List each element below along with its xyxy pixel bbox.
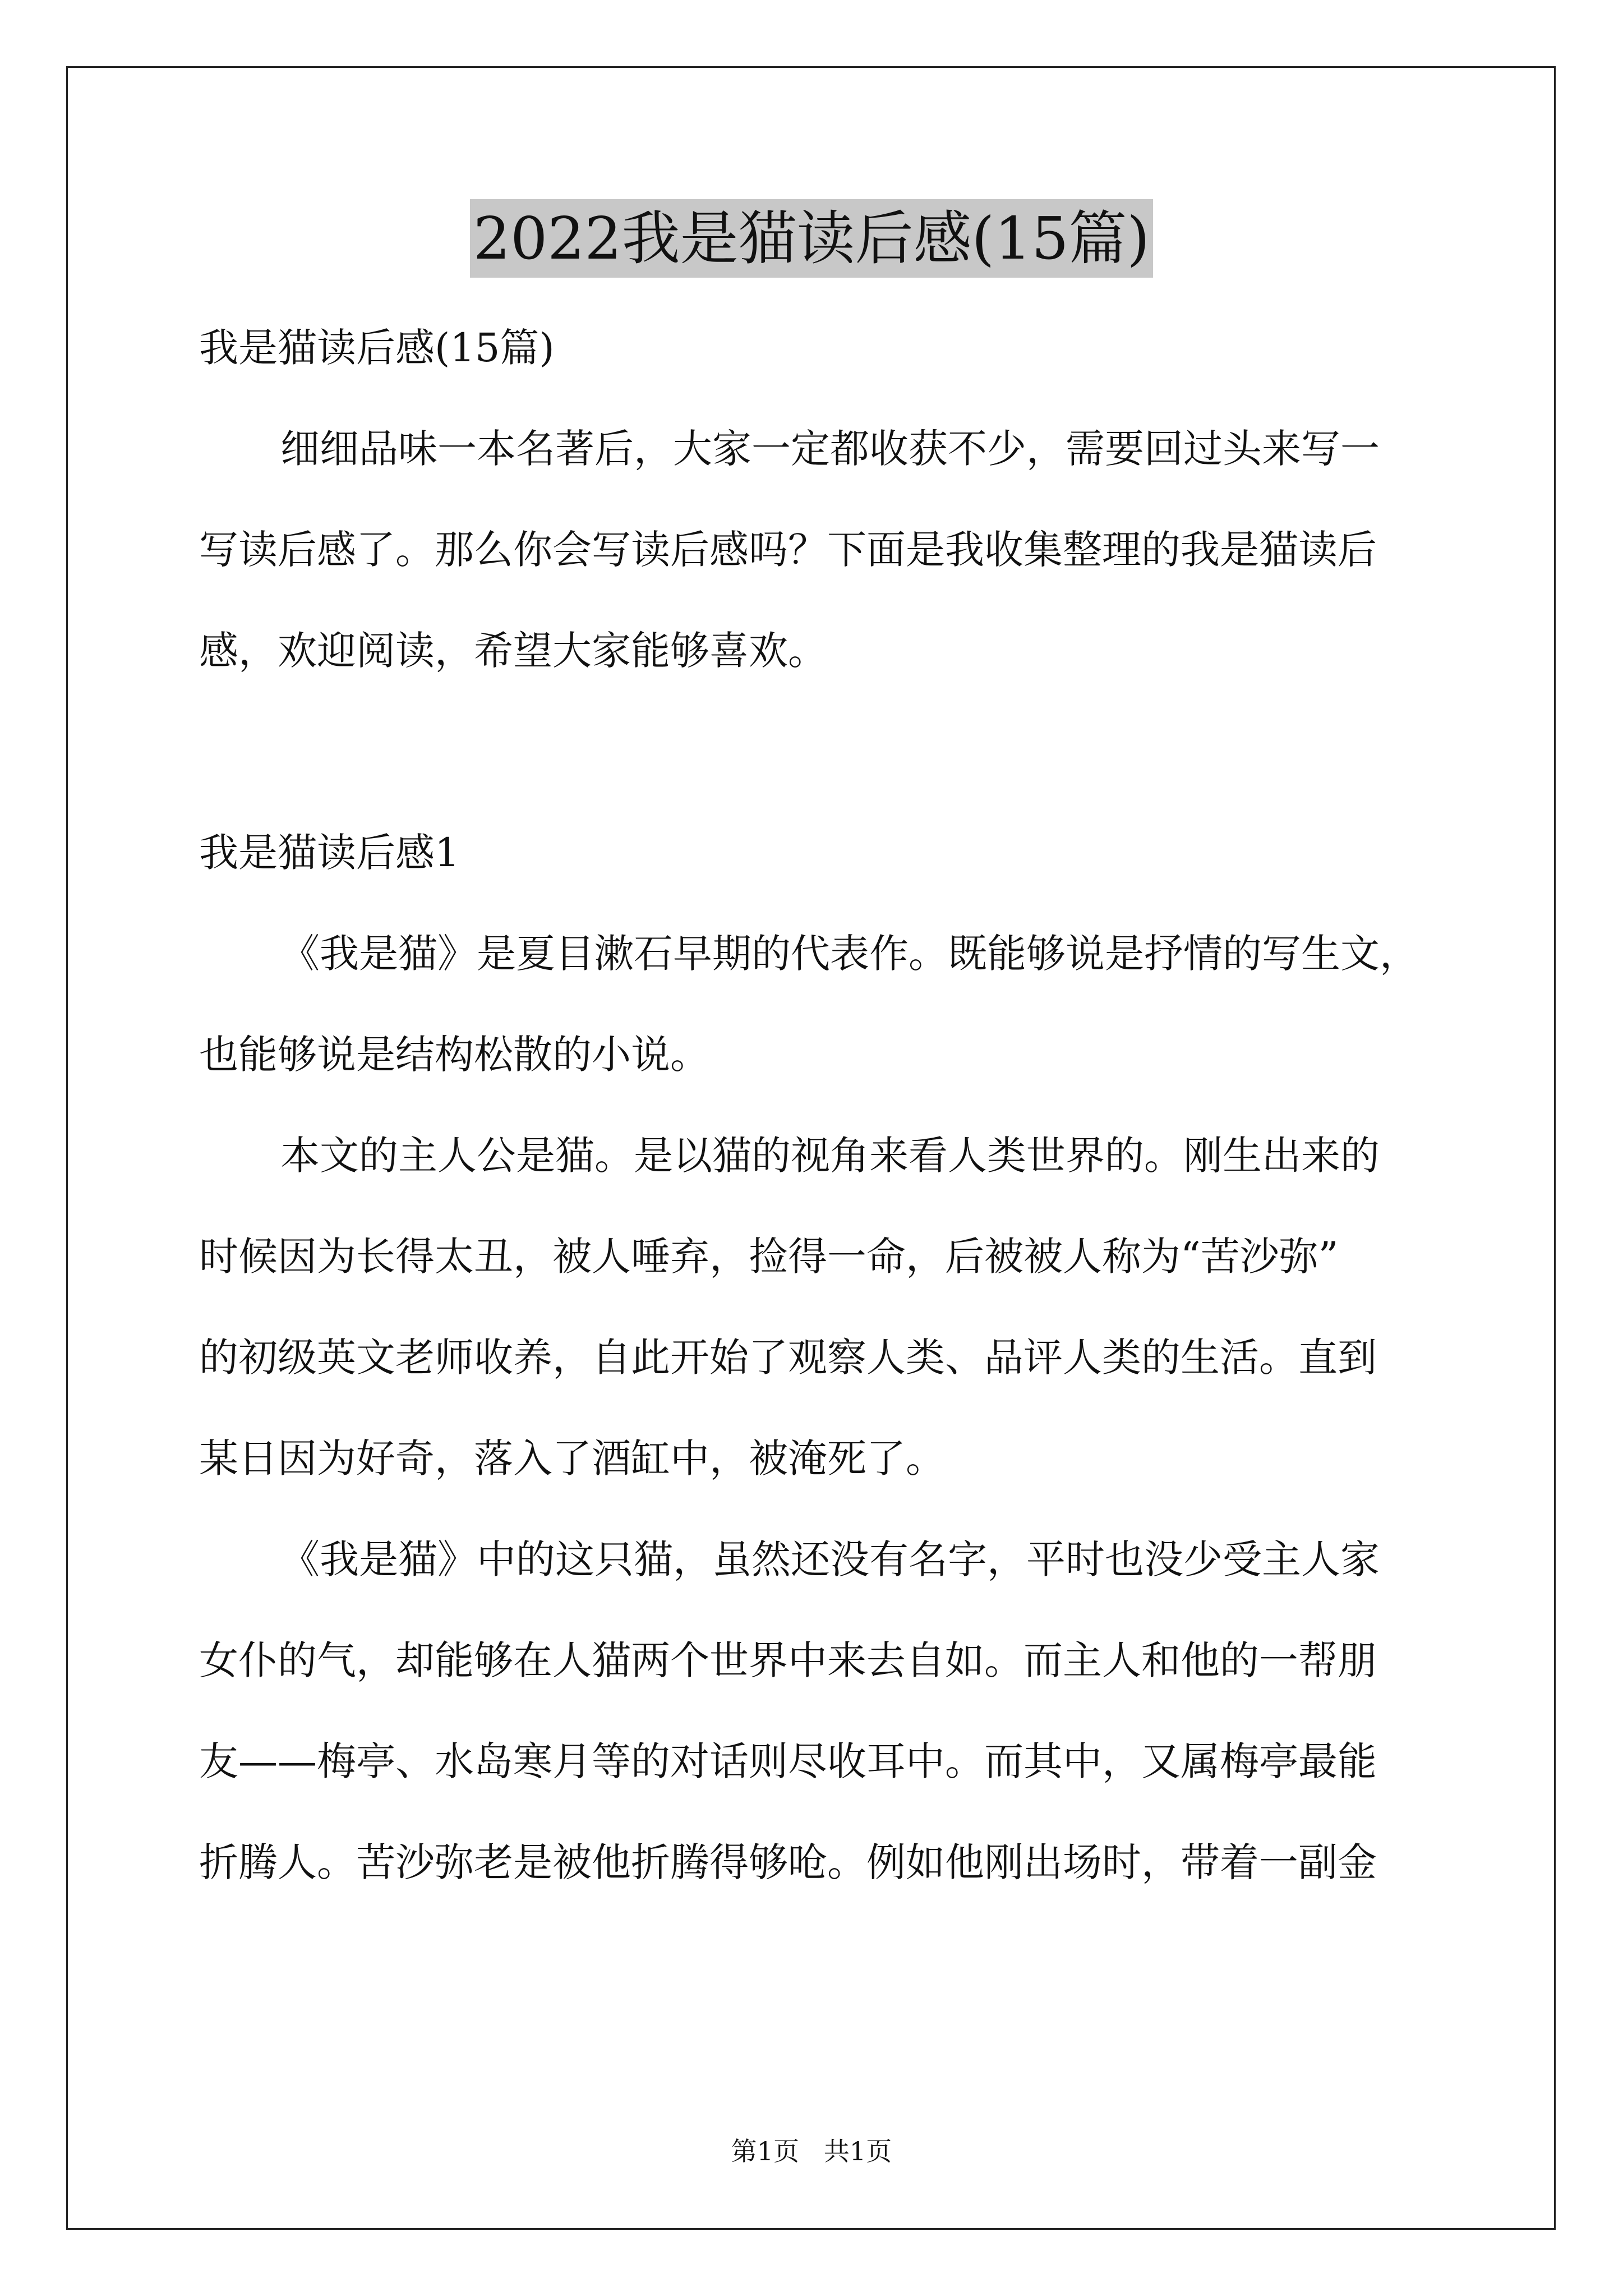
intro-line-2: 写读后感了。那么你会写读后感吗？下面是我收集整理的我是猫读后 [199, 527, 1377, 573]
page-footer: 第1页 共1页 [731, 2136, 892, 2166]
document-subtitle: 我是猫读后感(15篇) [199, 325, 555, 371]
para2-line-1: 本文的主人公是猫。是以猫的视角来看人类世界的。刚生出来的 [280, 1133, 1380, 1179]
para2-line-4: 某日因为好奇，落入了酒缸中，被淹死了。 [199, 1435, 945, 1481]
para3-line-2: 女仆的气，却能够在人猫两个世界中来去自如。而主人和他的一帮朋 [199, 1637, 1377, 1683]
para2-line-2: 时候因为长得太丑，被人唾弃，捡得一命，后被被人称为“苦沙弥” [199, 1234, 1339, 1280]
para3-line-4: 折腾人。苦沙弥老是被他折腾得够呛。例如他刚出场时，带着一副金 [199, 1839, 1377, 1885]
section-heading: 我是猫读后感1 [199, 830, 460, 876]
intro-line-1: 细细品味一本名著后，大家一定都收获不少，需要回过头来写一 [280, 426, 1380, 472]
para3-line-1: 《我是猫》中的这只猫，虽然还没有名字，平时也没少受主人家 [280, 1536, 1380, 1582]
para1-line-2: 也能够说是结构松散的小说。 [199, 1032, 709, 1078]
title-container [0, 199, 1623, 278]
para3-line-3: 友——梅亭、水岛寒月等的对话则尽收耳中。而其中，又属梅亭最能 [199, 1738, 1377, 1784]
document-body [199, 297, 1433, 1913]
para2-line-3: 的初级英文老师收养，自此开始了观察人类、品评人类的生活。直到 [199, 1335, 1377, 1381]
document-title: 2022我是猫读后感(15篇) [470, 199, 1153, 278]
paragraph-gap [199, 701, 1433, 802]
intro-line-3: 感，欢迎阅读，希望大家能够喜欢。 [199, 628, 827, 674]
para1-line-1: 《我是猫》是夏目漱石早期的代表作。既能够说是抒情的写生文， [280, 931, 1419, 977]
